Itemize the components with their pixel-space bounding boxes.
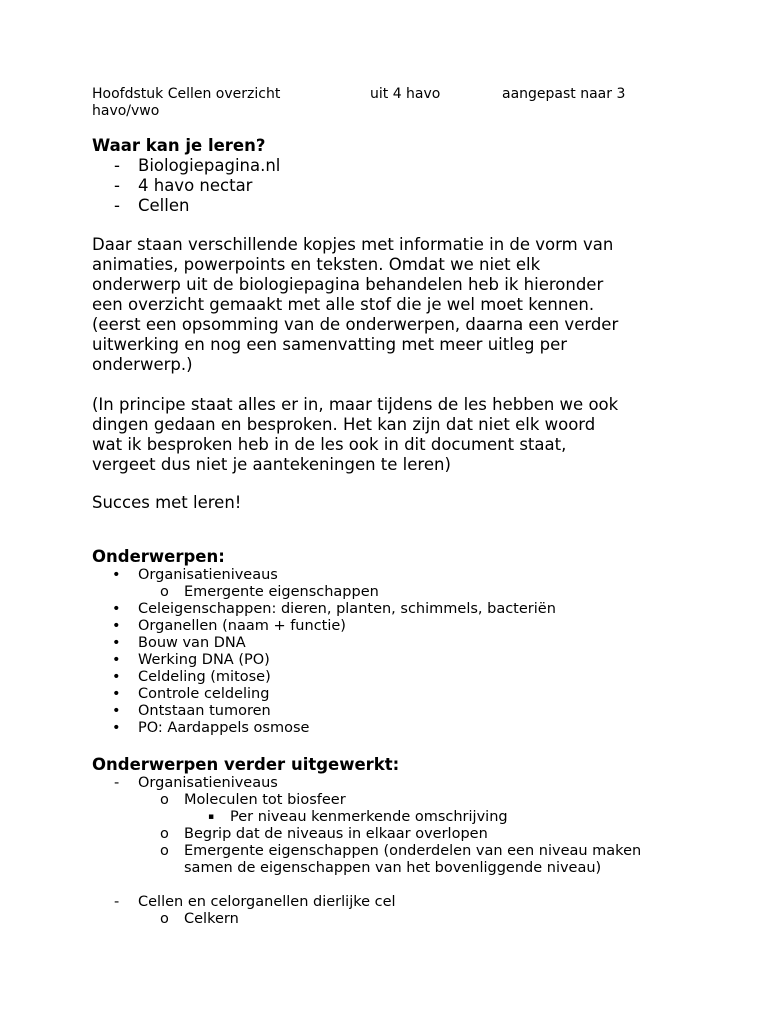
learn-heading: Waar kan je leren? xyxy=(92,136,266,155)
list-item: ▪ Per niveau kenmerkende omschrijving xyxy=(208,809,508,825)
list-item: • Ontstaan tumoren xyxy=(112,703,271,719)
topics-list xyxy=(92,567,692,737)
topics-section xyxy=(92,547,692,737)
intro-paragraph-2: (In principe staat alles er in, maar tijdens de les hebben we ook dingen gedaan en besproken. Het kan zijn dat niet elk woord wat ik besproken heb in de les ook in dit document staat, vergeet dus niet je aantekeningen te leren) xyxy=(92,395,619,474)
learn-list xyxy=(92,156,692,216)
list-item: - Organisatieniveaus xyxy=(114,775,278,791)
intro-paragraph-1: Daar staan verschillende kopjes met informatie in de vorm van animaties, powerpoints en teksten. Omdat we niet elk onderwerp uit de biologiepagina behandelen heb ik hieronder een overzicht gemaakt met alle stof die je wel moet kennen. (eerst een opsomming van de onderwerpen, daarna een verder uitwerking en nog een samenvatting met meer uitleg per onderwerp.) xyxy=(92,235,619,374)
header-adapted-continued: havo/vwo xyxy=(92,103,160,119)
header-adapted: aangepast naar 3 xyxy=(502,86,626,102)
header-source: uit 4 havo xyxy=(370,86,441,102)
closing-line: Succes met leren! xyxy=(92,493,242,512)
list-item: - Biologiepagina.nl xyxy=(114,156,281,175)
list-item: o Begrip dat de niveaus in elkaar overlopen xyxy=(160,826,488,842)
list-item: o Emergente eigenschappen (onderdelen van een niveau maken samen de eigenschappen van het bovenliggende niveau) xyxy=(160,843,642,876)
detailed-heading: Onderwerpen verder uitgewerkt: xyxy=(92,755,400,774)
list-item: • Organisatieniveaus xyxy=(112,567,278,583)
list-item: • Bouw van DNA xyxy=(112,635,246,651)
list-item: - Cellen en celorganellen dierlijke cel xyxy=(114,894,396,910)
topics-heading: Onderwerpen: xyxy=(92,547,225,566)
list-item: - 4 havo nectar xyxy=(114,176,253,195)
list-item: • Controle celdeling xyxy=(112,686,270,702)
list-item: o Moleculen tot biosfeer xyxy=(160,792,346,808)
list-item: - Cellen xyxy=(114,196,190,215)
detailed-section xyxy=(92,755,692,928)
header-title: Hoofdstuk Cellen overzicht xyxy=(92,86,281,102)
list-item: • Organellen (naam + functie) xyxy=(112,618,346,634)
list-item: • PO: Aardappels osmose xyxy=(112,720,310,736)
list-item: • Werking DNA (PO) xyxy=(112,652,270,668)
learn-section xyxy=(92,136,692,216)
list-item: o Emergente eigenschappen xyxy=(160,584,379,600)
list-item: o Celkern xyxy=(160,911,239,927)
list-item: • Celdeling (mitose) xyxy=(112,669,271,685)
list-item: • Celeigenschappen: dieren, planten, schimmels, bacteriën xyxy=(112,601,556,617)
detailed-list xyxy=(92,775,692,928)
